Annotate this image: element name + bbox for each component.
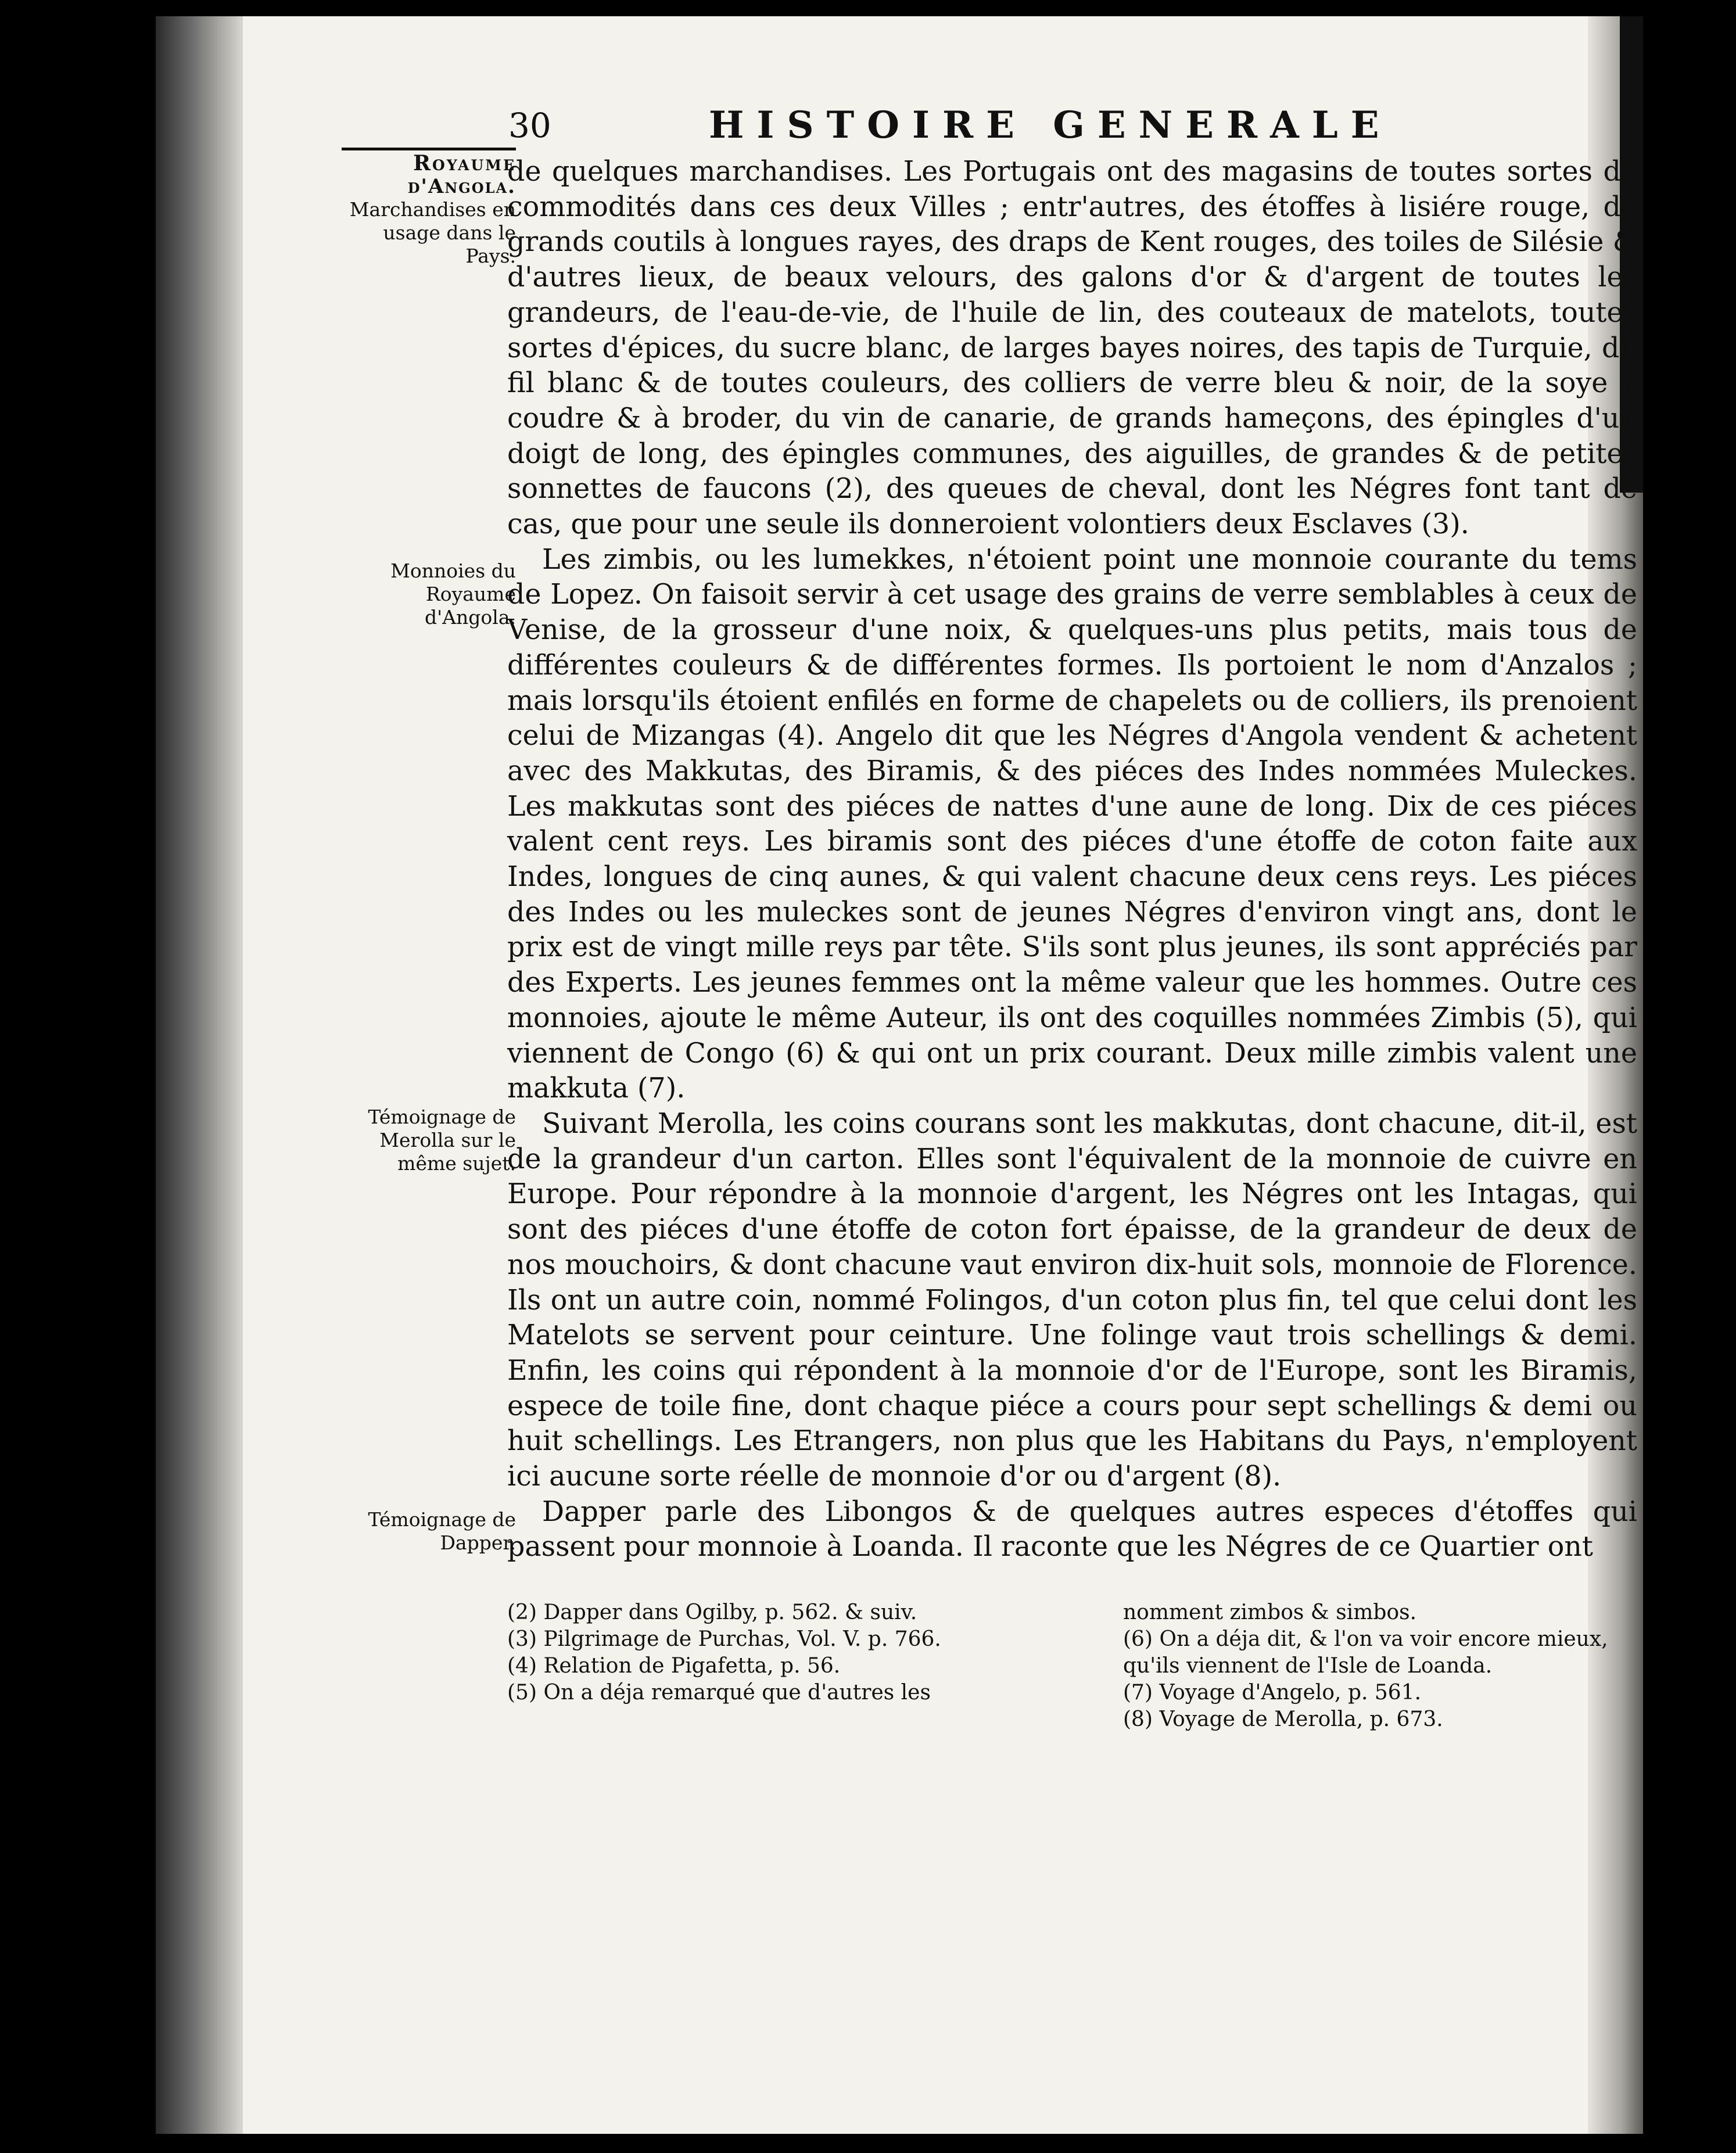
footnote: (4) Relation de Pigafetta, p. 56. [507,1654,841,1678]
margin-note-text: Marchandises en usage dans le Pays. [349,198,516,267]
footnote: (7) Voyage d'Angelo, p. 561. [1123,1681,1422,1705]
margin-note-text: Témoignage de Dapper. [368,1508,516,1554]
margin-note-dapper [342,1508,516,1555]
footnote: (5) On a déja remarqué que d'autres les [507,1681,931,1705]
margin-heading-2: d'Angola. [407,175,516,198]
margin-note-goods [342,148,516,268]
paragraph: Les zimbis, ou les lumekkes, n'étoient point une monnoie courante du tems de Lopez. On faisoit servir à cet usage des grains de verre semblables à ceux de Venise, de la grosseur d'une noix, & quelques-uns plus petits, mais tous de différentes couleurs & de différentes formes. Ils portoient le nom d'Anzalos ; mais lorsqu'ils étoient enfilés en forme de chapelets ou de colliers, ils prenoient celui de Mizangas (4). Angelo dit que les Négres d'Angola vendent & achetent avec des Makkutas, des Biramis, & des piéces des Indes nommées Muleckes. Les makkutas sont des piéces de nattes d'une aune de long. Dix de ces piéces valent cent reys. Les biramis sont des piéces d'une étoffe de coton faite aux Indes, longues de cinq aunes, & qui valent chacune deux cens reys. Les piéces des Indes ou les muleckes sont de jeunes Négres d'environ vingt ans, dont le prix est de vingt mille reys par tête. S'ils sont plus jeunes, ils sont appréciés par des Experts. Les jeunes femmes ont la même valeur que les hommes. Outre ces monnoies, ajoute le même Auteur, ils ont des coquilles nommées Zimbis (5), qui viennent de Congo (6) & qui ont un prix courant. Deux mille zimbis valent une makkuta (7). [507,543,1637,1105]
margin-note-currency [342,559,516,629]
book-page [156,16,1643,2134]
paragraph: Suivant Merolla, les coins courans sont les makkutas, dont chacune, dit-il, est de la grandeur d'un carton. Elles sont l'équivalent de la monnoie de cuivre en Europe. Pour répondre à la monnoie d'argent, les Négres ont les Intagas, qui sont des piéces d'une étoffe de coton fort épaisse, de la grandeur de deux de nos mouchoirs, & dont chacune vaut environ dix-huit sols, monnoie de Florence. Ils ont un autre coin, nommé Folingos, d'un coton plus fin, tel que celui dont les Matelots se servent pour ceinture. Une folinge vaut trois schellings & demi. Enfin, les coins qui répondent à la monnoie d'or de l'Europe, sont les Biramis, espece de toile fine, dont chaque piéce a cours pour sept schellings & demi ou huit schellings. Les Etrangers, non plus que les Habitans du Pays, n'employent ici aucune sorte réelle de monnoie d'or ou d'argent (8). [507,1107,1637,1493]
margin-note-text: Témoignage de Merolla sur le même sujet. [368,1106,516,1175]
footnote: (8) Voyage de Merolla, p. 673. [1123,1707,1443,1731]
paragraph: de quelques marchandises. Les Portugais ont des magasins de toutes sortes de commodités dans ces deux Villes ; entr'autres, des étoffes à lisiére rouge, de grands coutils à longues rayes, des draps de Kent rouges, des toiles de Silésie & d'autres lieux, de beaux velours, des galons d'or & d'argent de toutes les grandeurs, de l'eau-de-vie, de l'huile de lin, des couteaux de matelots, toutes sortes d'épices, du sucre blanc, de larges bayes noires, des tapis de Turquie, du fil blanc & de toutes couleurs, des colliers de verre bleu & noir, de la soye à coudre & à broder, du vin de canarie, de grands hameçons, des épingles d'un doigt de long, des épingles communes, des aiguilles, de grandes & de petites sonnettes de faucons (2), des queues de cheval, dont les Négres font tant de cas, que pour une seule ils donneroient volontiers deux Esclaves (3). [507,156,1637,541]
margin-note-text: Monnoies du Royaume d'Angola. [390,559,516,629]
footnotes-left-column [507,1599,1030,1706]
main-text [507,155,1637,1565]
gutter-shadow [156,16,243,2134]
footnote: (6) On a déja dit, & l'on va voir encore mieux, qu'ils viennent de l'Isle de Loanda. [1123,1627,1608,1678]
footnotes-right-column [1123,1599,1643,1733]
footnote: (2) Dapper dans Ogilby, p. 562. & suiv. [507,1601,917,1624]
footnote: (3) Pilgrimage de Purchas, Vol. V. p. 766. [507,1627,941,1651]
running-title: HISTOIRE GENERALE [709,103,1392,147]
running-head [508,100,1496,155]
margin-heading: Royaume [342,148,516,175]
margin-note-merolla [342,1106,516,1175]
page-number: 30 [508,106,551,145]
paragraph: Dapper parle des Libongos & de quelques autres especes d'étoffes qui passent pour monnoie à Loanda. Il raconte que les Négres de ce Quartier ont [507,1495,1637,1563]
footnote: nomment zimbos & simbos. [1123,1601,1417,1624]
